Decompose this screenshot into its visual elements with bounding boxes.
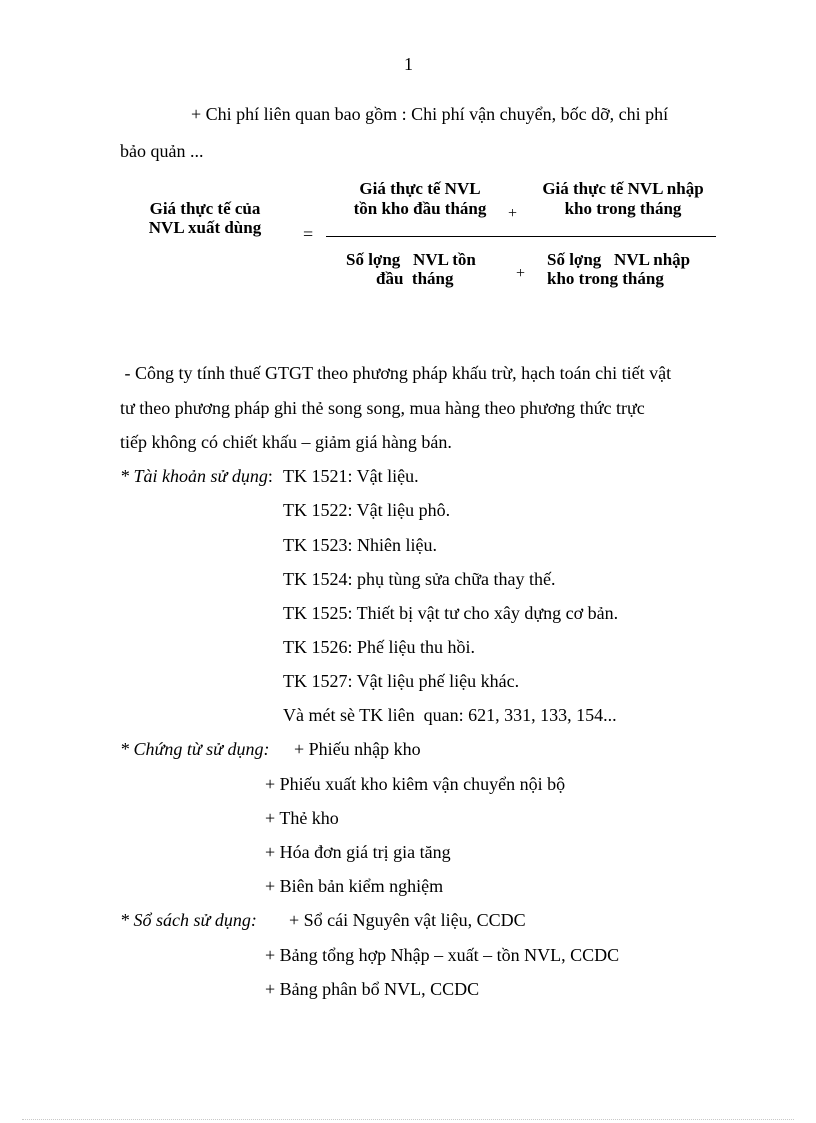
formula-num-term-2-line-1: Giá thực tế NVL nhập [542, 179, 704, 198]
formula-num-term-1-line-2: tồn kho đầu tháng [353, 199, 487, 218]
page-bottom-dotted-rule [22, 1119, 794, 1120]
company-para-line-2: tư theo phương pháp ghi thẻ song song, mua hàng theo phương thức trực [120, 398, 645, 418]
account-item: TK 1526: Phế liệu thu hồi. [283, 637, 475, 657]
formula-lhs-line-1: Giá thực tế của [149, 199, 261, 218]
formula-den-term-2-line-1: Số lợng NVL nhập [547, 250, 691, 269]
document-item: + Phiếu xuất kho kiêm vận chuyển nội bộ [265, 774, 566, 794]
formula-den-term-1-line-2: đầu tháng [376, 269, 454, 288]
formula-fraction-bar [326, 236, 716, 237]
formula-lhs-line-2: NVL xuất dùng [148, 218, 262, 237]
formula-den-term-2-line-2: kho trong tháng [547, 269, 664, 288]
book-item: + Bảng phân bổ NVL, CCDC [265, 979, 480, 999]
company-para-line-3: tiếp không có chiết khấu – giảm giá hàng bán. [120, 432, 452, 452]
intro-line-2: bảo quản ... [120, 141, 204, 161]
formula-equals: = [303, 224, 314, 244]
formula-den-plus: + [516, 265, 526, 282]
accounts-colon: : [267, 466, 273, 486]
accounts-label: * Tài khoản sử dụng [120, 466, 268, 486]
document-item: + Hóa đơn giá trị gia tăng [265, 842, 451, 862]
book-item: + Sổ cái Nguyên vật liệu, CCDC [289, 910, 526, 930]
intro-line-1: + Chi phí liên quan bao gồm : Chi phí vận chuyển, bốc dỡ, chi phí [191, 104, 669, 124]
account-item: TK 1524: phụ tùng sửa chữa thay thế. [283, 569, 556, 589]
page-number: 1 [404, 54, 413, 74]
account-item: TK 1522: Vật liệu phô. [283, 500, 451, 520]
formula-num-term-1-line-1: Giá thực tế NVL [359, 179, 481, 198]
book-item: + Bảng tổng hợp Nhập – xuất – tồn NVL, CCDC [265, 945, 620, 965]
formula-num-term-2-line-2: kho trong tháng [564, 199, 682, 218]
company-para-line-1: - Công ty tính thuế GTGT theo phương pháp khấu trừ, hạch toán chi tiết vật [120, 363, 672, 383]
account-item: TK 1525: Thiết bị vật tư cho xây dựng cơ bản. [283, 603, 619, 623]
formula-num-plus: + [508, 205, 518, 222]
accounts-heading [120, 466, 273, 487]
formula-den-term-1-line-1: Số lợng NVL tồn [346, 250, 476, 269]
account-item: TK 1523: Nhiên liệu. [283, 535, 437, 555]
account-item-related: Và mét sè TK liên quan: 621, 331, 133, 154... [283, 705, 617, 725]
documents-label: * Chứng từ sử dụng: [120, 739, 270, 759]
account-item: TK 1521: Vật liệu. [283, 466, 419, 486]
document-item: + Thẻ kho [265, 808, 339, 828]
books-label: * Sổ sách sử dụng: [120, 910, 257, 930]
document-item: + Biên bản kiểm nghiệm [265, 876, 444, 896]
document-item: + Phiếu nhập kho [294, 739, 421, 759]
account-item: TK 1527: Vật liệu phế liệu khác. [283, 671, 520, 691]
